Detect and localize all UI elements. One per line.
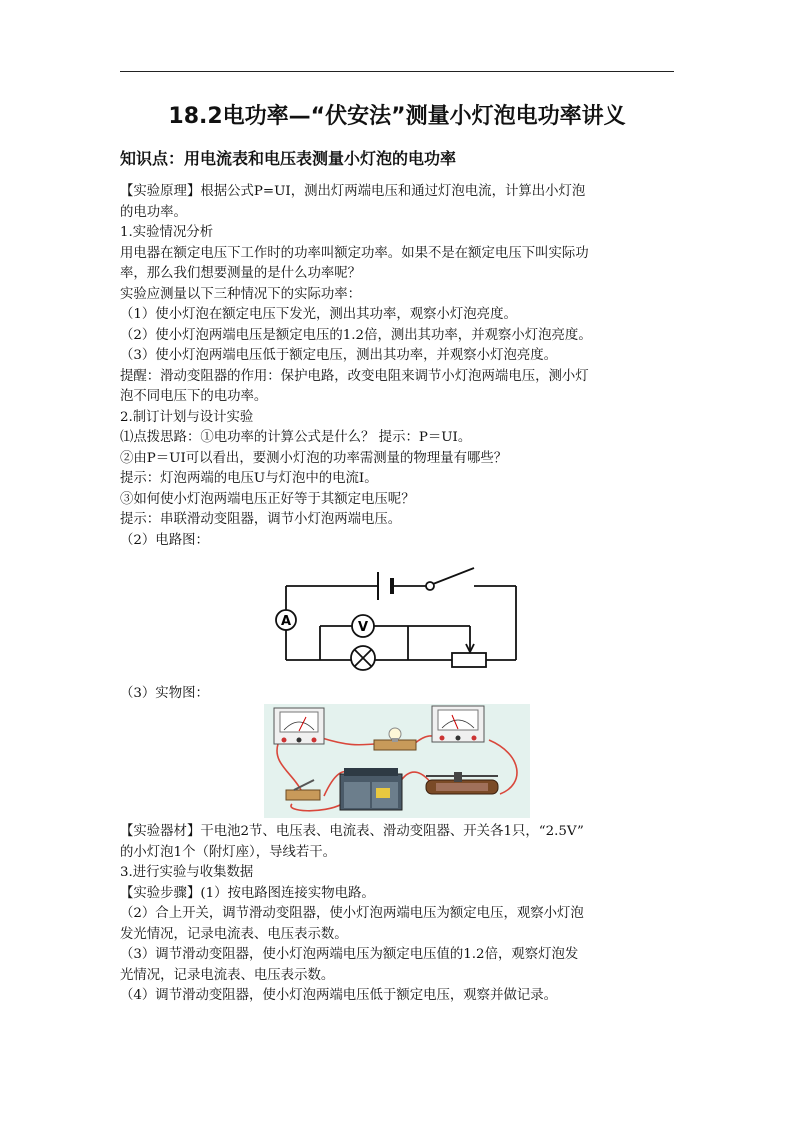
equipment-line: 的小灯泡1个（附灯座），导线若干。 [120, 844, 337, 860]
s1-line: （1）使小灯泡在额定电压下发光，测出其功率，观察小灯泡亮度。 [120, 307, 517, 322]
equipment-line: 【实验器材】干电池2节、电压表、电流表、滑动变阻器、开关各1只，“2.5V” [120, 824, 584, 839]
voltmeter-photo [432, 706, 484, 742]
s1-heading: 1.实验情况分析 [120, 225, 214, 240]
s2-line: （2）电路图： [120, 532, 209, 548]
s2-heading: 2.制订计划与设计实验 [120, 409, 254, 425]
s3-heading: 3.进行实验与收集数据 [120, 865, 254, 880]
step-line: 【实验步骤】(1）按电路图连接实物电路。 [120, 885, 375, 901]
equipment-and-steps [120, 822, 676, 1007]
principle-paragraph [120, 182, 676, 551]
s1-line: 实验应测量以下三种情况下的实际功率： [120, 286, 362, 302]
step-line: 发光情况，记录电流表、电压表示数。 [120, 926, 348, 942]
apparatus-photo [264, 704, 530, 818]
s2-line: ②由P＝UI可以看出，要测小灯泡的功率需测量的物理量有哪些？ [120, 450, 508, 466]
s1-line: 提醒：滑动变阻器的作用：保护电路，改变电阻来调节小灯泡两端电压，测小灯 [120, 368, 589, 384]
circuit-diagram [268, 564, 524, 672]
header-rule [120, 71, 674, 72]
voltmeter-label: V [357, 620, 369, 635]
s2-line: ⑴点拨思路：①电功率的计算公式是什么？ 提示：P＝UI。 [120, 430, 472, 445]
step-line: （3）调节滑动变阻器，使小灯泡两端电压为额定电压值的1.2倍，观察灯泡发 [120, 947, 579, 962]
section-subtitle: 知识点：用电流表和电压表测量小灯泡的电功率 [120, 149, 457, 168]
principle-line: 的电功率。 [120, 204, 187, 220]
principle-line: 【实验原理】根据公式P=UI，测出灯两端电压和通过灯泡电流，计算出小灯泡 [120, 184, 586, 199]
ammeter-label: A [280, 614, 292, 629]
step-line: （4）调节滑动变阻器，使小灯泡两端电压低于额定电压，观察并做记录。 [120, 988, 558, 1003]
s1-line: 率，那么我们想要测量的是什么功率呢？ [120, 266, 362, 281]
battery-photo [340, 768, 402, 810]
s2-line: ③如何使小灯泡两端电压正好等于其额定电压呢？ [120, 491, 415, 507]
page-title: 18.2电功率—“伏安法”测量小灯泡电功率讲义 [168, 104, 626, 129]
s1-line: （2）使小灯泡两端电压是额定电压的1.2倍，测出其功率，并观察小灯泡亮度。 [120, 327, 592, 343]
rheostat-photo [426, 772, 498, 794]
s1-line: 用电器在额定电压下工作时的功率叫额定功率。如果不是在额定电压下叫实际功 [120, 245, 589, 261]
photo-caption: （3）实物图： [120, 686, 209, 701]
ammeter-photo [274, 708, 324, 744]
step-line: 光情况，记录电流表、电压表示数。 [120, 967, 335, 983]
s2-line: 提示：串联滑动变阻器，调节小灯泡两端电压。 [120, 512, 402, 527]
step-line: （2）合上开关，调节滑动变阻器，使小灯泡两端电压为额定电压，观察小灯泡 [120, 906, 584, 921]
s2-line: 提示：灯泡两端的电压U与灯泡中的电流I。 [120, 471, 378, 486]
s1-line: （3）使小灯泡两端电压低于额定电压，测出其功率，并观察小灯泡亮度。 [120, 348, 558, 363]
s1-line: 泡不同电压下的电功率。 [120, 389, 268, 404]
